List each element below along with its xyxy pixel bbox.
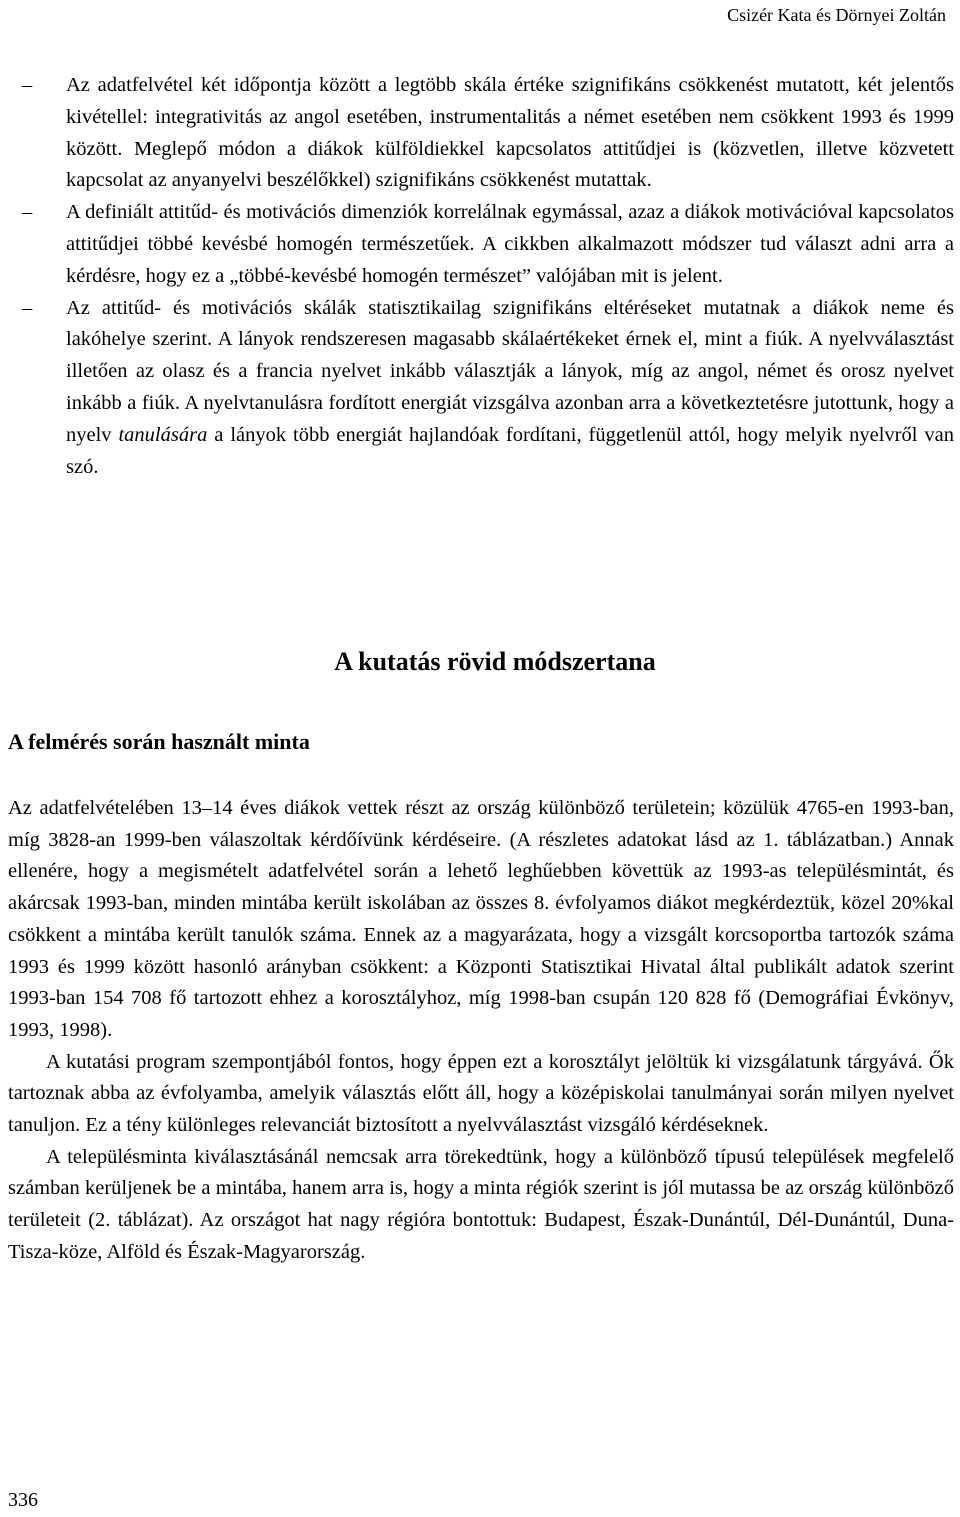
finding-text: A definiált attitűd- és motivációs dimenziók korrelálnak egymással, azaz a diákok motivációval kapcsolatos attitűdjei többé kevésbé homogén természetűek. A cikkben alkalmazott módszer tud választ adni arra a kérdésre, hogy ez a „többé-kevésbé homogén természet” valójában mit is jelent. — [66, 201, 954, 287]
paragraph: Az adatfelvételében 13–14 éves diákok vettek részt az ország különböző területein; közülük 4765-en 1993-ban, míg 3828-an 1999-ben válaszoltak kérdőívünk kérdéseire. (A részletes adatokat lásd az 1. táblázatban.) Annak ellenére, hogy a megismételt adatfelvétel során a lehető leghűebben követtük az 1993-as településmintát, és akárcsak 1993-ban, minden mintába került iskolában az összes 8. évfolyamos diákot megkérdeztük, közel 20%kal csökkent a mintába került tanulók száma. Ennek az a magyarázata, hogy a vizsgált korcsoportba tartozók száma 1993 és 1999 között hasonló arányban csökkent: a Központi Statisztikai Hivatal által publikált adatok szerint 1993-ban 154 708 fő tartozott ehhez a korosztályhoz, míg 1998-ban csupán 120 828 fő (Demográfiai Évkönyv, 1993, 1998). — [8, 797, 954, 1041]
running-header: Csizér Kata és Dörnyei Zoltán — [727, 5, 946, 25]
finding-text: Az adatfelvétel két időpontja között a legtöbb skála értéke szignifikáns csökkenést mutatott, két jelentős kivétellel: integrativitás az angol esetében, instrumentalitás a német esetében nem csökkent 1993 és 1999 között. Meglepő módon a diákok külföldiekkel kapcsolatos attitűdjei is (közvetlen, illetve közvetett kapcsolat az anyanyelvi beszélőkkel) szignifikáns csökkenést mutattak. — [66, 74, 954, 192]
body-text — [8, 793, 954, 1269]
section-title: A kutatás rövid módszertana — [334, 647, 656, 676]
finding-item — [8, 70, 954, 197]
dash-bullet: – — [22, 201, 33, 224]
finding-text-after: a lányok több energiát hajlandóak fordítani, függetlenül attól, hogy melyik nyelvről van szó. — [66, 423, 954, 478]
findings-list — [8, 70, 954, 483]
paragraph: A településminta kiválasztásánál nemcsak arra törekedtünk, hogy a különböző típusú települések megfelelő számban kerüljenek be a mintába, hanem arra is, hogy a minta régiók szerint is jól mutassa be az ország különböző területeit (2. táblázat). Az országot hat nagy régióra bontottuk: Budapest, Észak-Dunántúl, Dél-Dunántúl, Duna-Tisza-köze, Alföld és Észak-Magyarország. — [8, 1145, 954, 1263]
dash-bullet: – — [22, 296, 33, 319]
subsection-title: A felmérés során használt minta — [8, 729, 310, 754]
finding-text-before: Az attitűd- és motivációs skálák statisztikailag szignifikáns eltéréseket mutatnak a diákok neme és lakóhelye szerint. A lányok rendszeresen magasabb skálaértékeket érnek el, mint a fiúk. A nyelvválasztást illetően az olasz és a francia nyelvet inkább választják a lányok, míg az angol, német és orosz nyelvet inkább a fiúk. A nyelvtanulásra fordított energiát vizsgálva azonban arra a következtetésre jutottunk, hogy a nyelv — [66, 296, 954, 446]
paragraph: A kutatási program szempontjából fontos, hogy éppen ezt a korosztályt jelöltük ki vizsgálatunk tárgyává. Ők tartoznak abba az évfolyamba, amelyik választás előtt áll, hogy a középiskolai tanulmányai során milyen nyelvet tanuljon. Ez a tény különleges relevanciát biztosított a nyelvválasztást vizsgáló kérdéseknek. — [8, 1050, 954, 1137]
emphasized-word: tanulására — [118, 423, 208, 446]
page-number: 336 — [8, 1489, 38, 1511]
dash-bullet: – — [22, 74, 33, 96]
finding-item — [8, 293, 954, 484]
finding-item — [8, 197, 954, 292]
